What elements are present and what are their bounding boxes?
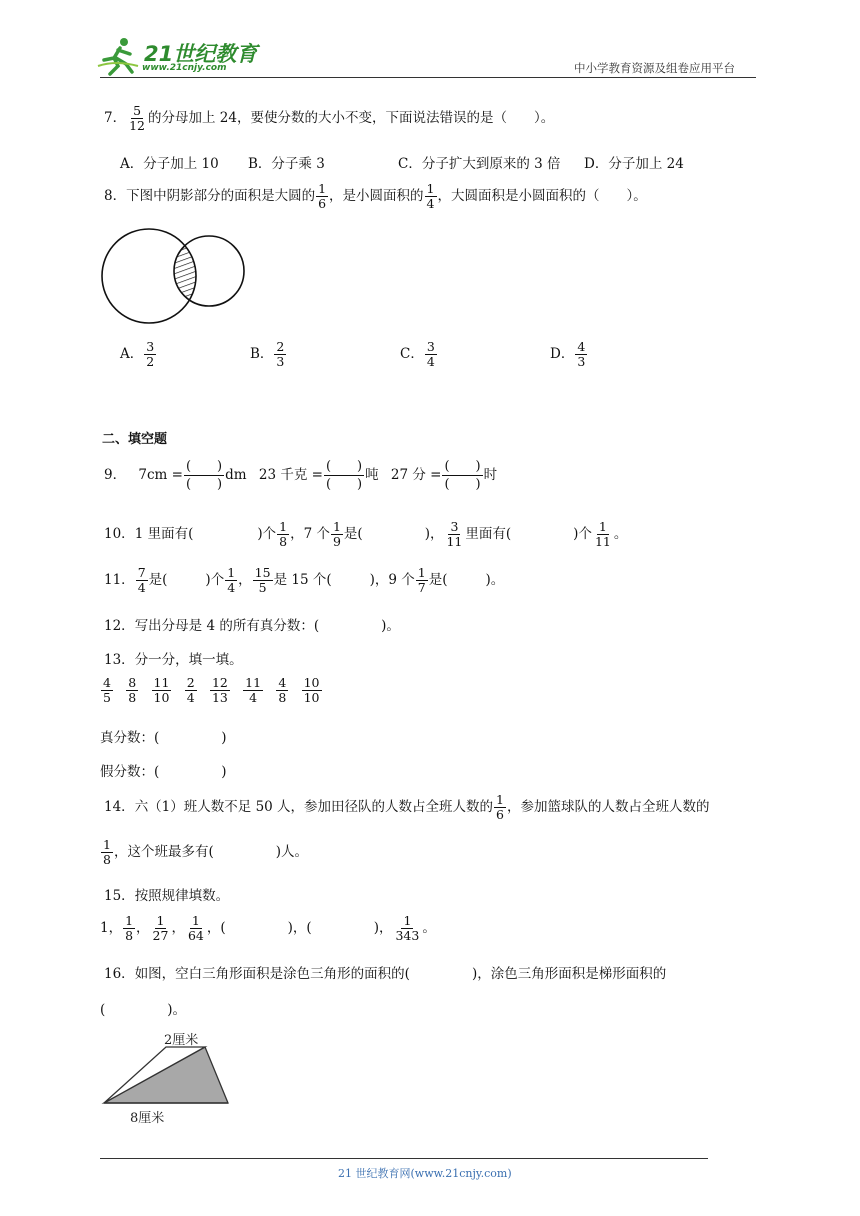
question-10: 10．1 里面有( )个 $\frac{1}{8}$ ，7 个 $\frac{1}{9}$ 是( )， $\frac{3}{11}$ 里面有( )个 $\frac{1}{11}$ 。	[104, 519, 628, 549]
question-16: 16．如图，空白三角形面积是涂色三角形的面积的( )，涂色三角形面积是梯形面积的	[104, 966, 667, 982]
sequence-line: 1， $\frac{1}{8}$ ， $\frac{1}{27}$ ， $\frac{1}{64}$ ，( )，( )， $\frac{1}{343}$ 。	[100, 913, 436, 943]
question-9: 9． 7cm = ( ) ( ) dm 23 千克 = ( ) ( ) 吨 27 分 = ( ) ( ) 时	[104, 459, 498, 492]
fraction: $\frac{5}{12}$	[129, 103, 145, 133]
q8-option-b[interactable]: B． $\frac{2}{3}$	[250, 339, 285, 369]
option-c[interactable]: C．分子扩大到原来的 3 倍	[398, 156, 561, 172]
question-14: 14．六（1）班人数不足 50 人，参加田径队的人数占全班人数的 $\frac{1}{6}$ ，参加篮球队的人数占全班人数的	[104, 792, 710, 822]
answer-blank[interactable]: ( ) ( )	[185, 459, 223, 492]
improper-fractions-line: 假分数：( )	[100, 764, 227, 780]
question-text: 下图中阴影部分的面积是大圆的	[126, 188, 316, 204]
q8-option-d[interactable]: D． $\frac{4}{3}$	[550, 339, 586, 369]
proper-fractions-line: 真分数：( )	[100, 730, 227, 746]
question-11: 11． $\frac{7}{4}$ 是( )个 $\frac{1}{4}$ ， $\frac{15}{5}$ 是 15 个( )，9 个 $\frac{1}{7}$ 是( )。	[104, 565, 505, 595]
option-d[interactable]: D．分子加上 24	[584, 156, 684, 172]
fraction: $\frac{1}{4}$	[426, 181, 435, 211]
bottom-length-label: 8厘米	[130, 1111, 165, 1126]
q8-option-c[interactable]: C． $\frac{3}{4}$	[400, 339, 435, 369]
section-title: 二、填空题	[102, 432, 168, 447]
question-number: 7．	[104, 110, 127, 126]
header-right-text: 中小学教育资源及组卷应用平台	[574, 61, 735, 75]
question-text: 的分母加上 24，要使分数的大小不变，下面说法错误的是（ ）。	[148, 110, 555, 126]
header-logo	[96, 36, 266, 76]
header-divider	[100, 77, 756, 78]
question-13: 13．分一分，填一填。	[104, 652, 243, 668]
trapezoid-figure	[100, 1028, 235, 1128]
fraction-list: $\frac{4}{5}$ $\frac{8}{8}$ $\frac{11}{10}$ $\frac{2}{4}$ $\frac{12}{13}$ $\frac{11}{4}$ $\frac{4}{8}$ $\frac{10}{10}$	[103, 675, 320, 705]
question-16-cont: ( )。	[100, 1002, 187, 1018]
question-14-cont: $\frac{1}{8}$ ，这个班最多有( )人。	[103, 837, 309, 867]
answer-blank[interactable]: ( ) ( )	[444, 459, 481, 492]
question-12: 12．写出分母是 4 的所有真分数：( )。	[104, 618, 400, 634]
question-8: 8．下图中阴影部分的面积是大圆的 $\frac{1}{6}$ ，是小圆面积的 $\frac{1}{4}$ ，大圆面积是小圆面积的（ ）。	[104, 181, 647, 211]
question-15: 15．按照规律填数。	[104, 888, 230, 904]
question-7	[104, 104, 554, 133]
top-length-label: 2厘米	[164, 1033, 199, 1048]
question-number: 8．	[104, 188, 127, 204]
footer-text: 21 世纪教育网(www.21cnjy.com)	[338, 1167, 512, 1180]
logo-main-text: 21世纪教育	[144, 42, 258, 66]
option-a[interactable]: A．分子加上 10	[120, 156, 219, 172]
circles-figure	[100, 226, 250, 330]
q8-option-a[interactable]: A． $\frac{3}{2}$	[120, 339, 155, 369]
footer-divider	[100, 1158, 708, 1159]
fraction: $\frac{1}{6}$	[318, 181, 327, 211]
option-b[interactable]: B．分子乘 3	[248, 156, 325, 172]
logo-url-text: www.21cnjy.com	[142, 63, 227, 73]
answer-blank[interactable]: ( ) ( )	[325, 459, 363, 492]
